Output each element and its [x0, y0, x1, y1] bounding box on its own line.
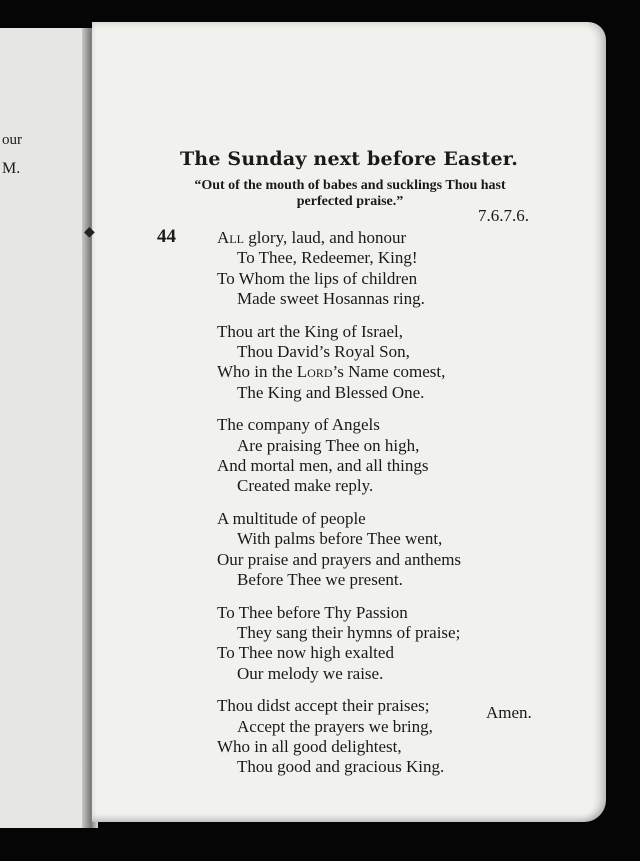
verse-line: Before Thee we present. — [237, 570, 403, 590]
verse-line: Made sweet Hosannas ring. — [237, 289, 425, 309]
hymn-meter: 7.6.7.6. — [478, 206, 529, 225]
verse-line-text: glory, laud, and honour — [248, 228, 407, 247]
verse-line: To Thee, Redeemer, King! — [237, 248, 418, 268]
epigraph-line: perfected praise.” — [296, 194, 404, 209]
verse-line: Created make reply. — [237, 476, 374, 496]
page-title: The Sunday next before Easter. — [179, 148, 519, 170]
stanza — [217, 603, 547, 685]
verse-line — [217, 362, 547, 382]
verse-line: The King and Blessed One. — [237, 382, 425, 402]
verse-line: Accept the prayers we bring, — [237, 716, 433, 736]
margin-mark-icon: ◆ — [84, 225, 95, 240]
verse-line: To Thee before Thy Passion — [217, 602, 408, 622]
stanza — [217, 509, 547, 591]
verse-line: Our melody we raise. — [237, 663, 384, 683]
verse-line: A multitude of people — [217, 508, 366, 528]
verse-line: To Thee now high exalted — [217, 643, 394, 663]
verse-line: The company of Angels — [217, 415, 380, 435]
stanza — [217, 415, 547, 497]
verse-line: Thou good and gracious King. — [237, 757, 445, 777]
verse-line: Thou art the King of Israel, — [217, 321, 403, 341]
verse-line: And mortal men, and all things — [217, 456, 429, 476]
verse-line: To Whom the lips of children — [217, 268, 418, 288]
hymn-number: 44 — [157, 226, 176, 247]
stanza — [217, 322, 547, 404]
left-page-fragment: our — [2, 132, 22, 148]
verse-line: With palms before Thee went, — [237, 529, 443, 549]
verse-line: Our praise and prayers and anthems — [217, 549, 462, 569]
verse-line: They sang their hymns of praise; — [237, 622, 461, 642]
verse-line: Are praising Thee on high, — [237, 435, 420, 455]
amen: Amen. — [486, 703, 532, 722]
verse-line: Thou David’s Royal Son, — [237, 342, 410, 362]
verse-line: Thou didst accept their praises; — [217, 696, 430, 716]
divine-name: Lord — [296, 362, 333, 382]
epigraph-line: “Out of the mouth of babes and sucklings Thou hast — [194, 178, 506, 193]
left-page-fragment: M. — [2, 160, 21, 177]
stanza — [217, 228, 547, 310]
verse-line — [217, 228, 547, 248]
drop-word: All — [217, 228, 244, 247]
verse-line: Who in all good delightest, — [217, 736, 402, 756]
verse-line-text: Who in the — [217, 362, 293, 382]
verse-line-text: ’s Name comest, — [332, 362, 446, 382]
